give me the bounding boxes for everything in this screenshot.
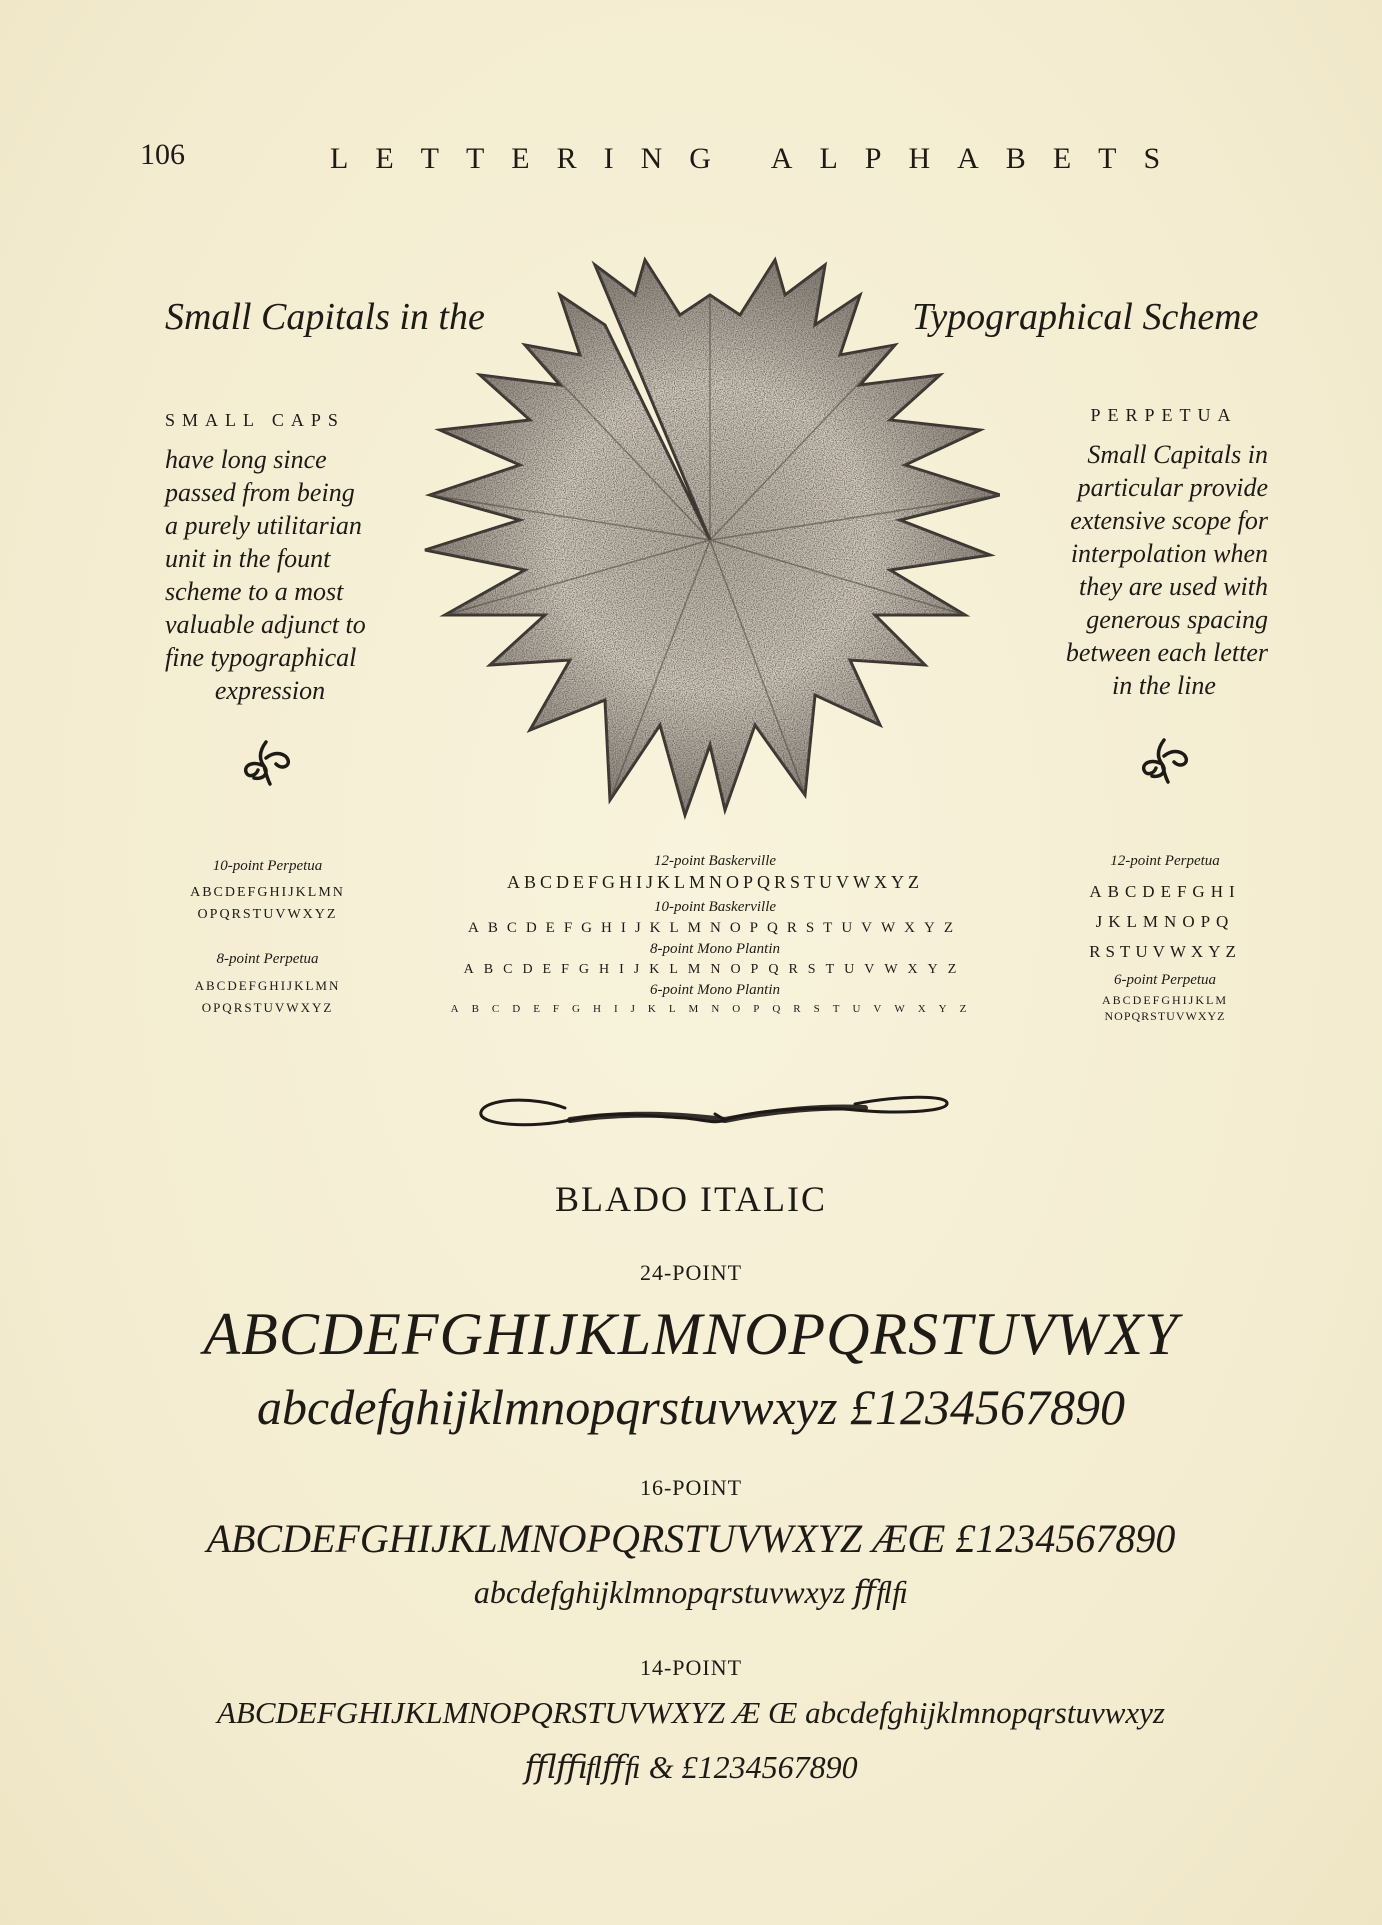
specimen-line: abcdefghijklmnopqrstuvwxyz £1234567890 [257,1379,1125,1435]
paragraph-line: scheme to a most [165,577,344,606]
paragraph-line: Small Capitals in [1087,440,1268,469]
specimen-alphabet: ABCDEFGHIJKLMNOPQRSTUVWXYZ [506,872,923,892]
specimen-label: 10-point Perpetua [212,858,323,874]
paragraph-line: valuable adjunct to [165,610,366,639]
paragraph-line: generous spacing [1086,605,1268,634]
blado-title: BLADO ITALIC [554,1179,828,1219]
swash-rule-ornament [475,1090,955,1140]
perpetua-heading: PERPETUA [1090,405,1238,425]
specimen-alphabet: ABCDEFGHIJKLM [1101,993,1228,1007]
paragraph-line: between each letter [1065,638,1268,667]
running-title: LETTERING ALPHABETS [330,142,1188,175]
small-caps-paragraph [165,443,375,707]
perpetua-column [1060,405,1268,702]
heading-right: Typographical Scheme [912,296,1259,338]
size-label: 16-POINT [639,1475,743,1500]
specimen-label: 12-point Baskerville [653,853,777,869]
paragraph-line: expression [214,676,326,705]
paragraph-line: a purely utilitarian [165,511,362,540]
paragraph-line: in the line [1112,671,1216,700]
specimen-label: 10-point Baskerville [653,899,777,915]
specimen-alphabet: ABCDEFGHIJKLMN [194,978,341,993]
specimen-alphabet: ABCDEFGHIJKLMN [190,885,345,900]
star-shape [425,260,1000,815]
specimen-alphabet: ABCDEFGHI [1089,882,1241,901]
specimen-alphabet: ABCDEFGHIJKLMNOPQRSTUVWXYZ [450,1003,980,1015]
specimen-center [430,853,1000,1015]
star-ornament [420,255,1000,825]
paragraph-line: fine typographical [165,643,357,672]
specimen-line: ABCDEFGHIJKLMNOPQRSTUVWXY [203,1301,1179,1367]
specimen-label: 6-point Perpetua [1113,972,1217,988]
paragraph-line: they are used with [1079,572,1268,601]
specimen-line: abcdefghijklmnopqrstuvwxyz ﬀﬂﬁ [473,1574,909,1610]
specimen-alphabet: NOPQRSTUVWXYZ [1104,1009,1226,1023]
specimen-left [165,858,370,1016]
heading-left: Small Capitals in the [165,296,485,338]
specimen-alphabet: OPQRSTUVWXYZ [201,1000,334,1015]
specimen-alphabet: RSTUVWXYZ [1089,942,1241,961]
specimen-label: 12-point Perpetua [1110,853,1220,869]
specimen-alphabet: JKLMNOPQ [1095,912,1235,931]
specimen-label: 8-point Perpetua [216,951,319,967]
page-number: 106 [140,138,185,171]
paragraph-line: unit in the fount [165,544,331,573]
size-label: 14-POINT [639,1655,743,1680]
fleuron-right-icon [1138,738,1190,784]
perpetua-paragraph [1060,438,1268,702]
paragraph-line: interpolation when [1070,539,1268,568]
specimen-label: 6-point Mono Plantin [650,982,780,998]
specimen-line: ﬄﬃﬂﬀﬁ & £1234567890 [524,1749,858,1785]
specimen-label: 8-point Mono Plantin [650,941,780,957]
small-caps-heading: SMALL CAPS [165,410,345,430]
small-caps-column [165,410,375,707]
paragraph-line: extensive scope for [1070,506,1268,535]
specimen-alphabet: ABCDEFGHIJKLMNOPQRSTUVWXYZ [467,920,962,936]
specimen-line: ABCDEFGHIJKLMNOPQRSTUVWXYZ ÆŒ £1234567890 [206,1516,1176,1561]
fleuron-left-icon [240,740,292,786]
specimen-line: ABCDEFGHIJKLMNOPQRSTUVWXYZ Æ Œ abcdefghijklmnopqrstuvwxyz [217,1695,1165,1730]
specimen-right [1060,853,1270,1024]
paragraph-line: have long since [165,445,327,474]
specimen-alphabet: ABCDEFGHIJKLMNOPQRSTUVWXYZ [463,962,967,977]
paragraph-line: particular provide [1077,473,1268,502]
paragraph-line: passed from being [165,478,355,507]
size-label: 24-POINT [639,1260,743,1285]
specimen-alphabet: OPQRSTUVWXYZ [197,907,338,922]
